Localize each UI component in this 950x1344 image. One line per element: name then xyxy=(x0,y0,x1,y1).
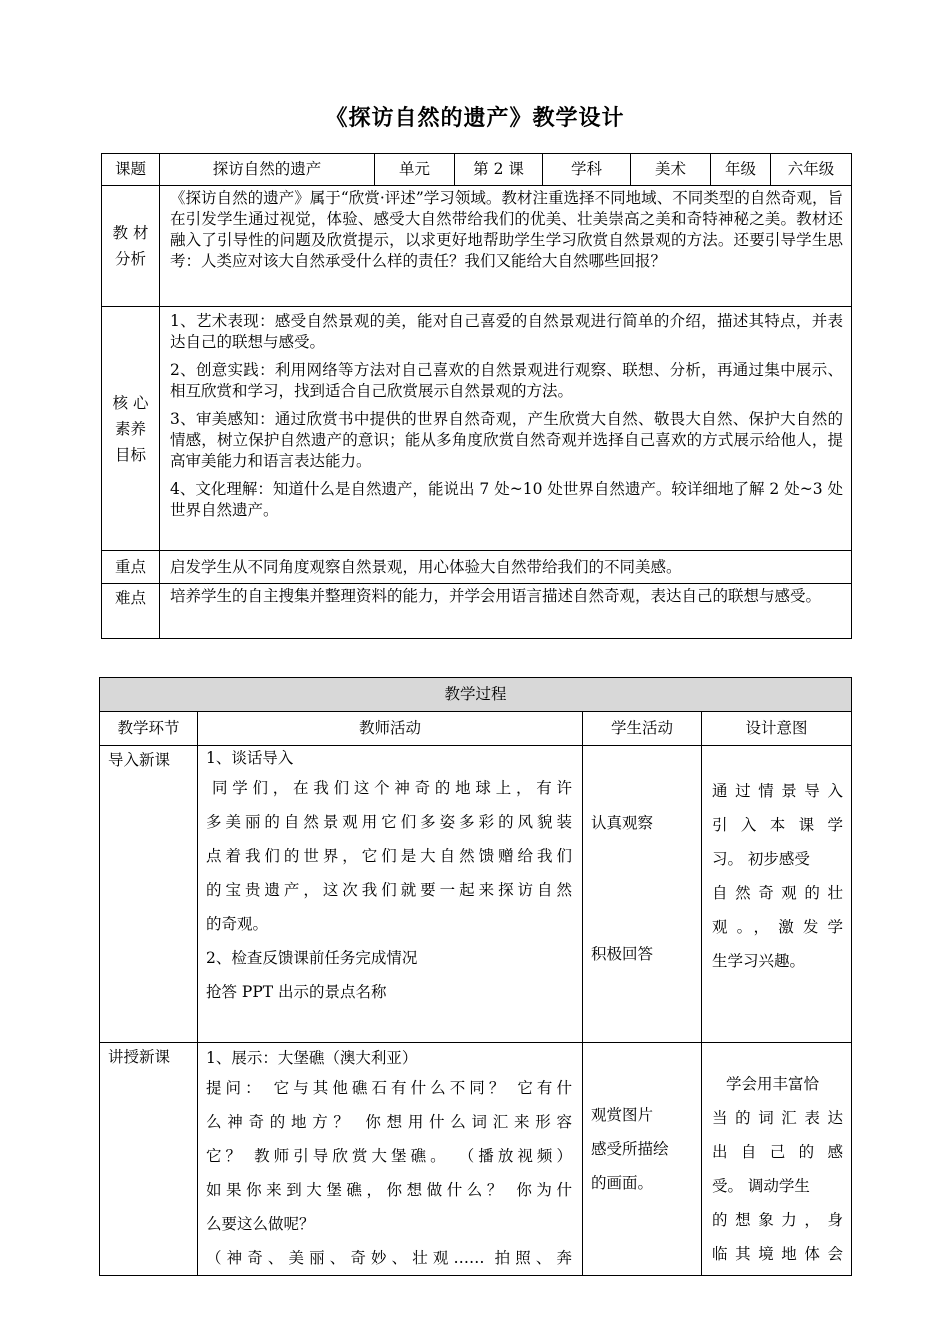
col-header-stage: 教学环节 xyxy=(100,712,198,746)
stage-lecture: 讲授新课 xyxy=(100,1043,198,1276)
key-point-text: 启发学生从不同角度观察自然景观，用心体验大自然带给我们的不同美感。 xyxy=(160,551,852,584)
unit-label: 单元 xyxy=(375,154,455,186)
grade-value: 六年级 xyxy=(771,154,852,186)
difficulty-label: 难点 xyxy=(102,584,160,639)
process-title-row xyxy=(100,678,852,712)
key-point-label: 重点 xyxy=(102,551,160,584)
info-row-basic xyxy=(102,154,852,186)
col-header-intent: 设计意图 xyxy=(702,712,852,746)
teaching-process-table xyxy=(99,677,852,1276)
info-row-difficulty xyxy=(102,584,852,639)
teacher-activity-intro: 1、谈话导入 同学们，在我们这个神奇的地球上，有许 多美丽的自然景观用它们多姿多彩的风貌装 点着我们的世界，它们是大自然馈赠给我们 的宝贵遗产，这次我们就要一起来探访自然 的奇观。 2、检查反馈课前任务完成情况 抢答 PPT 出示的景点名称 xyxy=(198,746,583,1043)
design-intent-lecture: 学会用丰富恰 当的词汇表达 出自己的感 受。 调动学生 的想象力，身 临其境地体会 xyxy=(702,1043,852,1276)
document-title: 《探访自然的遗产》教学设计 xyxy=(325,105,625,131)
student-activity-lecture: 观赏图片 感受所描绘 的画面。 xyxy=(583,1043,702,1276)
student-activity-intro: 认真观察 积极回答 xyxy=(583,746,702,1043)
process-title: 教学过程 xyxy=(100,678,852,712)
stage-intro: 导入新课 xyxy=(100,746,198,1043)
col-header-teacher: 教师活动 xyxy=(198,712,583,746)
difficulty-text: 培养学生的自主搜集并整理资料的能力，并学会用语言描述自然奇观，表达自己的联想与感受。 xyxy=(160,584,852,639)
goals-label: 核 心 素养 目标 xyxy=(102,307,160,551)
goal-item: 3、审美感知：通过欣赏书中提供的世界自然奇观，产生欣赏大自然、敬畏大自然、保护大自然的情感，树立保护自然遗产的意识；能从多角度欣赏自然奇观并选择自己喜欢的方式展示给他人，提高审美能力和语言表达能力。 xyxy=(170,410,843,470)
material-label: 教 材 分析 xyxy=(102,186,160,307)
process-header-row xyxy=(100,712,852,746)
col-header-student: 学生活动 xyxy=(583,712,702,746)
process-row-intro xyxy=(100,746,852,1043)
unit-value: 第 2 课 xyxy=(455,154,543,186)
topic-label: 课题 xyxy=(102,154,160,186)
goal-item: 1、艺术表现：感受自然景观的美，能对自己喜爱的自然景观进行简单的介绍，描述其特点，并表达自己的联想与感受。 xyxy=(170,312,843,351)
lesson-info-table xyxy=(101,153,852,639)
info-row-material xyxy=(102,186,852,307)
design-intent-intro: 通过情景导入 引入本课学 习。 初步感受 自然奇观的壮 观。，激发学 生学习兴趣。 xyxy=(702,746,852,1043)
info-row-goals xyxy=(102,307,852,551)
topic-value: 探访自然的遗产 xyxy=(160,154,375,186)
process-row-lecture xyxy=(100,1043,852,1276)
teacher-activity-lecture: 1、展示：大堡礁（澳大利亚） 提问： 它与其他礁石有什么不同？ 它有什 么神奇的地方？ 你想用什么词汇来形容 它？ 教师引导欣赏大堡礁。 （播放视频） 如果你来到大堡礁，你想做什么？ 你为什 么要这么做呢？ （神奇、美丽、奇妙、壮观…… 拍照、奔 xyxy=(198,1043,583,1276)
subject-value: 美术 xyxy=(631,154,711,186)
goals-text xyxy=(160,307,852,551)
grade-label: 年级 xyxy=(711,154,771,186)
goal-item: 2、创意实践：利用网络等方法对自己喜欢的自然景观进行观察、联想、分析，再通过集中展示、相互欣赏和学习，找到适合自己欣赏展示自然景观的方法。 xyxy=(170,361,843,400)
info-row-key xyxy=(102,551,852,584)
material-text: 《探访自然的遗产》属于“欣赏·评述”学习领域。教材注重选择不同地域、不同类型的自然奇观，旨在引发学生通过视觉，体验、感受大自然带给我们的优美、壮美崇高之美和奇特神秘之美。教材还融入了引导性的问题及欣赏提示，以求更好地帮助学生学习欣赏自然景观的方法。还要引导学生思考：人类应对该大自然承受什么样的责任？我们又能给大自然哪些回报？ xyxy=(160,186,852,307)
goal-item: 4、文化理解：知道什么是自然遗产，能说出 7 处~10 处世界自然遗产。较详细地了解 2 处~3 处世界自然遗产。 xyxy=(170,480,843,519)
subject-label: 学科 xyxy=(543,154,631,186)
